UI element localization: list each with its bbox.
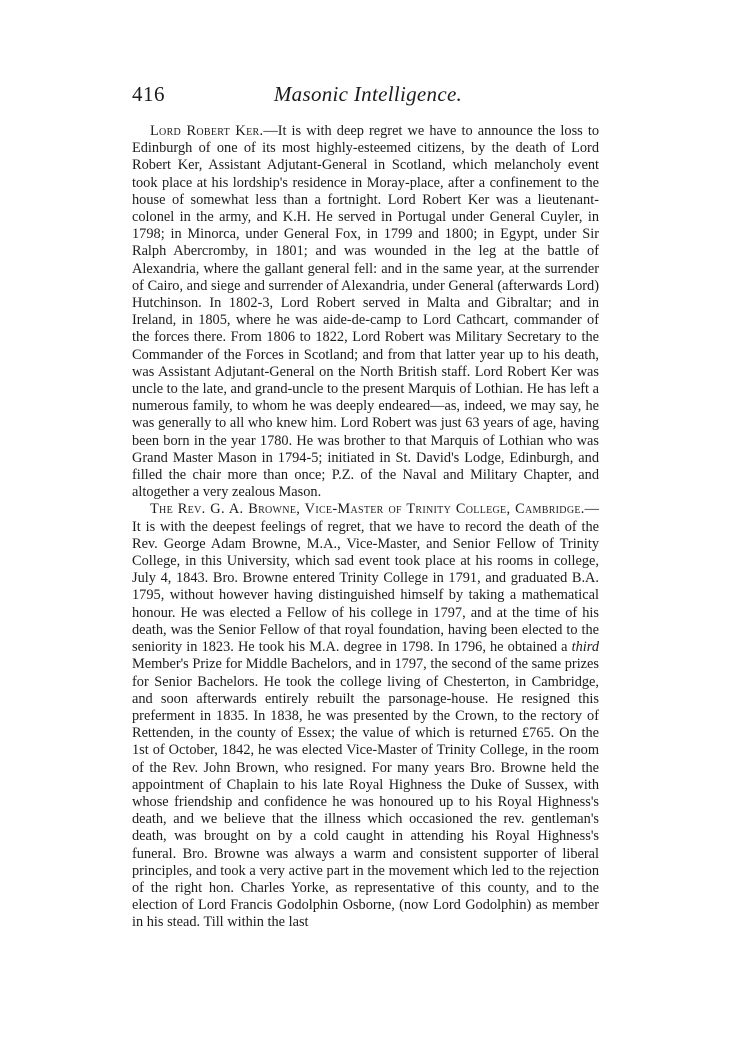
article-lord-robert-ker bbox=[132, 123, 599, 501]
article-text: —It is with the deepest feelings of regret, that we have to record the death of the Rev. George Adam Browne, M.A., Vice-Master, and Senior Fellow of Trinity College, in this University, which sad event took place at his rooms in college, July 4, 1843. Bro. Browne entered Trinity College in 1791, and graduated B.A. 1795, without however having distinguished himself by taking a mathematical honour. He was elected a Fellow of his college in 1797, and at the time of his death, was the Senior Fellow of that royal foundation, having been elected to the seniority in 1823. He took his M.A. degree in 1798. In 1796, he obtained a bbox=[132, 501, 599, 656]
article-heading: Lord Robert Ker. bbox=[150, 123, 264, 139]
article-heading: The Rev. G. A. Browne, Vice-Master of Trinity College, Cambridge. bbox=[150, 501, 585, 518]
article-text: —It is with deep regret we have to announce the loss to Edinburgh of one of its most highly-esteemed citizens, by the death of Lord Robert Ker, Assistant Adjutant-General in Scotland, which melancholy event took place at his lordship's residence in Moray-place, after a confinement to the house of somewhat less than a fortnight. Lord Robert Ker was a lieutenant-colonel in the army, and K.H. He served in Portugal under General Cuyler, in 1798; in Minorca, under General Fox, in 1799 and 1800; in Egypt, under Sir Ralph Abercromby, in 1801; and was wounded in the leg at the battle of Alexandria, where the gallant general fell: and in the same year, at the surrender of Cairo, and siege and surrender of Alexandria, under General (afterwards Lord) Hutchinson. In 1802-3, Lord Robert served in Malta and Gibraltar; and in Ireland, in 1805, where he was aide-de-camp to Lord Cathcart, commander of the forces there. From 1806 to 1822, Lord Robert was Military Secretary to the Commander of the Forces in Scotland; and from that latter year up to his death, was Assistant Adjutant-General on the North British staff. Lord Robert Ker was uncle to the late, and grand-uncle to the present Marquis of Lothian. He has left a numerous family, to whom he was deeply endeared—as, indeed, we may say, he was generally to all who knew him. Lord Robert was just 63 years of age, having been born in the year 1780. He was brother to that Marquis of Lothian who was Grand Master Mason in 1794-5; initiated in St. David's Lodge, Edinburgh, and filled the chair more than once; P.Z. of the Naval and Military Chapter, and altogether a very zealous Mason. bbox=[132, 123, 599, 501]
running-title: Masonic Intelligence. bbox=[273, 82, 463, 106]
emphasis-text: third bbox=[571, 639, 599, 656]
page-header bbox=[132, 82, 604, 112]
article-rev-browne bbox=[132, 501, 599, 931]
page-body bbox=[132, 123, 599, 932]
page-number: 416 bbox=[132, 82, 165, 106]
article-text: Member's Prize for Middle Bachelors, and in 1797, the second of the same prizes for Senior Bachelors. He took the college living of Chesterton, in Cambridge, and soon afterwards entirely rebuilt the parsonage-house. He resigned this preferment in 1835. In 1838, he was presented by the Crown, to the rectory of Rettenden, in the county of Essex; the value of which is returned £765. On the 1st of October, 1842, he was elected Vice-Master of Trinity College, in the room of the Rev. John Brown, who resigned. For many years Bro. Browne held the appointment of Chaplain to his late Royal Highness the Duke of Sussex, with whose friendship and confidence he was honoured up to his Royal Highness's death, and we believe that the illness which occasioned the rev. gentleman's death, was brought on by a cold caught in attending his Royal Highness's funeral. Bro. Browne was always a warm and consistent supporter of liberal principles, and took a very active part in the movement which led to the rejection of the right hon. Charles Yorke, as representative of this county, and to the election of Lord Francis Godolphin Osborne, (now Lord Godolphin) as member in his stead. Till within the last bbox=[132, 656, 599, 931]
